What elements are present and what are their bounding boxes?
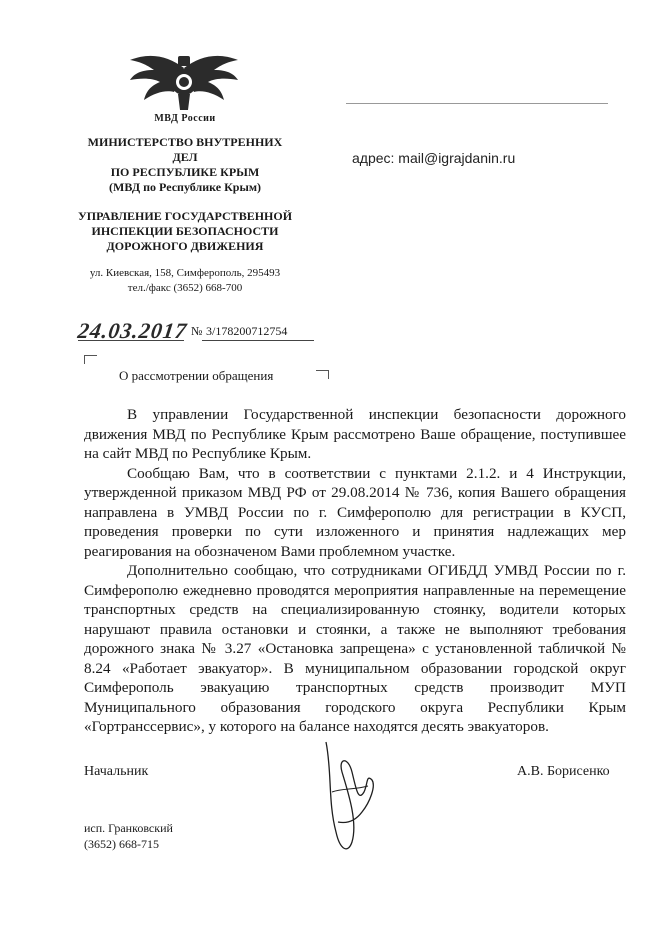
department-line: ДОРОЖНОГО ДВИЖЕНИЯ <box>106 239 264 253</box>
body-paragraph: В управлении Государственной инспекции безопасности дорожного движения МВД по Республике Крым рассмотрено Ваше обращение, поступившее на сайт МВД по Республике Крым. <box>84 406 626 462</box>
handwritten-signature <box>318 732 380 860</box>
address-line: ул. Киевская, 158, Симферополь, 295493 <box>89 267 281 279</box>
department-line: УПРАВЛЕНИЕ ГОСУДАРСТВЕННОЙ <box>77 209 293 223</box>
outgoing-number: 3/178200712754 <box>206 324 288 338</box>
signer-name: А.В. Борисенко <box>517 764 610 779</box>
signer-position: Начальник <box>84 764 149 779</box>
ministry-line: (МВД по Республике Крым) <box>109 180 261 194</box>
executor-name: исп. Гранковский <box>84 821 173 835</box>
body-paragraph: Дополнительно сообщаю, что сотрудниками ОГИБДД УМВД России по г. Симферополю ежедневно проводятся мероприятия направленные на перемещение транспортных средств на специализированную стоянку, водители которых нарушают правила остановки и стоянки, а также не выполняют требования дорожного знака № 3.27 «Остановка запрещена» с установленной табличкой № 8.24 «Работает эвакуатор». В муниципальном образовании городской округ Симферополь эвакуацию транспортных средств производит МУП Муниципального образования городского округа Республики Крым «Гортранссервис», у которого на балансе находятся десять эвакуаторов. <box>84 562 626 735</box>
ministry-name <box>70 135 300 195</box>
subject-bracket-left <box>84 355 97 364</box>
ministry-line: ПО РЕСПУБЛИКЕ КРЫМ <box>110 165 260 179</box>
address-line: тел./факс (3652) 668-700 <box>127 282 243 294</box>
mvd-emblem-icon <box>128 50 240 112</box>
number-sign: № <box>191 324 203 338</box>
ministry-line: ДЕЛ <box>172 150 198 164</box>
department-name <box>70 209 300 254</box>
handwritten-date: 24.03.2017 <box>76 318 189 343</box>
letter-subject: О рассмотрении обращения <box>119 368 274 383</box>
emblem-caption: МВД России <box>154 113 216 124</box>
body-paragraph: Сообщаю Вам, что в соответствии с пунктами 2.1.2. и 4 Инструкции, утвержденной приказом МВД РФ от 29.08.2014 № 736, копия Вашего обращения направлена в УМВД России по г. Симферополю для регистрации в КУСП, проведения проверки по сути изложенного и принятия надлежащих мер реагирования на обозначеном Вами проблемном участке. <box>84 464 626 560</box>
ministry-line: МИНИСТЕРСТВО ВНУТРЕННИХ <box>87 135 283 149</box>
executor-phone: (3652) 668-715 <box>84 837 159 851</box>
recipient-address: адрес: mail@igrajdanin.ru <box>352 150 516 166</box>
executor-info <box>84 820 173 852</box>
department-line: ИНСПЕКЦИИ БЕЗОПАСНОСТИ <box>91 224 279 238</box>
letter-body <box>84 405 626 737</box>
recipient-redacted-area <box>346 103 608 112</box>
subject-bracket-right <box>316 370 329 379</box>
postal-address <box>70 266 300 296</box>
number-underline <box>202 340 314 341</box>
date-underline <box>78 340 184 341</box>
